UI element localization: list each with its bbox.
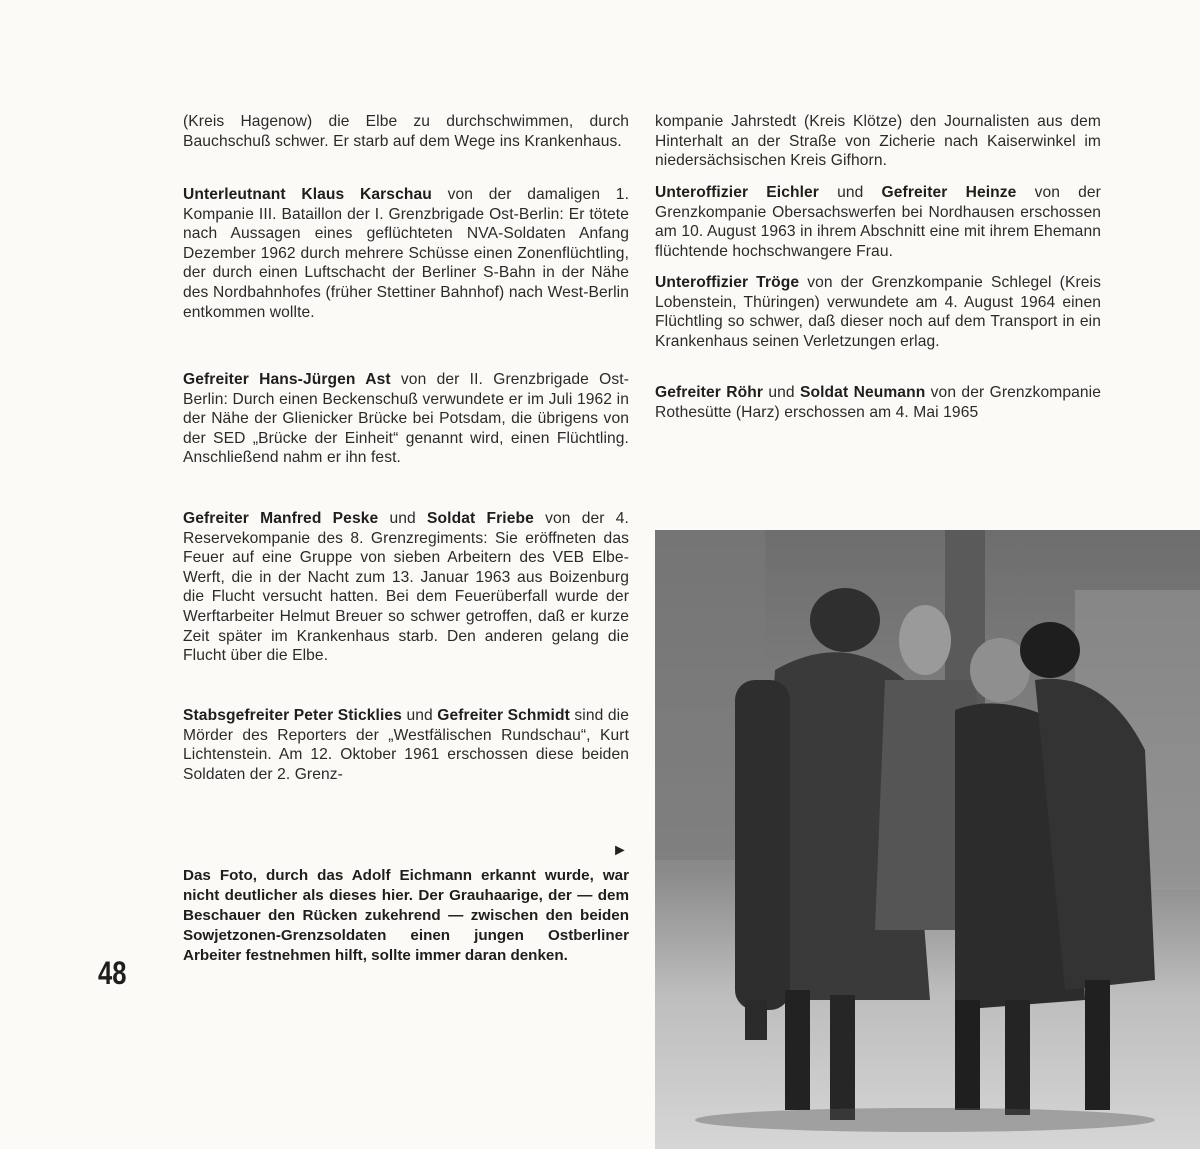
bold-name: Gefreiter Röhr bbox=[655, 384, 764, 401]
paragraph-text: kompanie Jahrstedt (Kreis Klötze) den Journalisten aus dem Hinterhalt an der Straße von Zicherie nach Kaiserwinkel im niedersächsischen Kreis Gifhorn. bbox=[655, 113, 1101, 170]
bold-name: Soldat Neumann bbox=[800, 384, 926, 401]
paragraph-text: von der Grenzkompanie Obersachswerfen bei Nordhausen erschossen am 10. August 1963 in ihrem Abschnitt eine mit ihrem Ehemann flüchtende hochschwangere Frau. bbox=[655, 184, 1101, 260]
right-paragraph bbox=[655, 273, 1101, 351]
photo-border-guards-arrest bbox=[655, 530, 1200, 1149]
paragraph-text: von der damaligen 1. Kompanie III. Bataillon der I. Grenzbrigade Ost-Berlin: Er tötete nach Aussagen eines geflüchteten NVA-Soldaten Anfang Dezember 1962 durch mehrere Schüsse einen Zonenflüchtling, der durch einen Luftschacht der Berliner S-Bahn in der Nähe des Nordbahnhofes (früher Stettiner Bahnhof) nach West-Berlin entkommen wollte. bbox=[183, 186, 630, 321]
bold-name: Gefreiter Heinze bbox=[881, 184, 1017, 201]
right-paragraph bbox=[655, 112, 1101, 171]
paragraph-text: und bbox=[378, 510, 428, 527]
paragraph-text: und bbox=[763, 384, 800, 401]
right-paragraph bbox=[655, 383, 1101, 422]
bold-name: Soldat Friebe bbox=[427, 510, 534, 527]
arrow-right-icon: ► bbox=[612, 842, 628, 859]
bold-name: Stabsgefreiter Peter Sticklies bbox=[183, 707, 402, 724]
bold-name: Gefreiter Manfred Peske bbox=[183, 510, 379, 527]
bold-name: Gefreiter Schmidt bbox=[437, 707, 570, 724]
paragraph-text: und bbox=[401, 707, 438, 724]
bold-name: Unterleutnant Klaus Karschau bbox=[183, 186, 432, 203]
paragraph-text: von der Grenzkompanie Schlegel (Kreis Lobenstein, Thüringen) verwundete am 4. August 1964 einen Flüchtling so schwer, daß dieser noch auf dem Transport in ein Krankenhaus seinen Verletzungen erlag. bbox=[655, 274, 1101, 350]
right-paragraph bbox=[655, 183, 1101, 261]
paragraph-text: und bbox=[818, 184, 882, 201]
paragraph-text: sind die Mörder des Reporters der „Westfälischen Rundschau“, Kurt Lichtenstein. Am 12. Oktober 1961 erschossen diese beiden Soldaten der 2. Grenz- bbox=[183, 707, 629, 783]
bold-name: Unteroffizier Tröge bbox=[655, 274, 800, 291]
left-paragraph bbox=[183, 112, 629, 151]
paragraph-text: von der II. Grenzbrigade Ost-Berlin: Durch einen Beckenschuß verwundete er im Juli 1962 in der Nähe der Glienicker Brücke bei Potsdam, die übrigens von der SED „Brücke der Einheit“ genannt wird, einen Flüchtling. Anschließend nahm er ihn fest. bbox=[183, 371, 629, 467]
paragraph-text: (Kreis Hagenow) die Elbe zu durchschwimmen, durch Bauchschuß schwer. Er starb auf dem Wege ins Krankenhaus. bbox=[183, 113, 629, 150]
left-paragraph bbox=[183, 509, 629, 666]
page-number: 48 bbox=[98, 955, 127, 991]
left-paragraph bbox=[183, 370, 629, 468]
paragraph-text: von der 4. Reservekompanie des 8. Grenzregiments: Sie eröffneten das Feuer auf eine Gruppe von sieben Arbeitern des VEB Elbe-Werft, die in der Nacht zum 13. Januar 1963 aus Boizenburg die Flucht versucht hatten. Bei dem Feuerüberfall wurde der Werftarbeiter Helmut Breuer so schwer getroffen, daß er kurze Zeit später im Krankenhaus starb. Den anderen gelang die Flucht über die Elbe. bbox=[183, 510, 629, 665]
photo-caption: Das Foto, durch das Adolf Eichmann erkannt wurde, war nicht deutlicher als dieses hier. Der Grauhaarige, der — dem Beschauer den Rücken zukehrend — zwischen den beiden Sowjetzonen-Grenzsoldaten einen jungen Ostberliner Arbeiter festnehmen hilft, sollte immer daran denken. bbox=[183, 867, 629, 964]
bold-name: Unteroffizier Eichler bbox=[655, 184, 819, 201]
bold-name: Gefreiter Hans-Jürgen Ast bbox=[183, 371, 391, 388]
paragraph-text: von der Grenzkompanie Rothesütte (Harz) erschossen am 4. Mai 1965 bbox=[655, 384, 1101, 421]
left-paragraph bbox=[183, 185, 629, 322]
left-paragraph bbox=[183, 706, 629, 784]
